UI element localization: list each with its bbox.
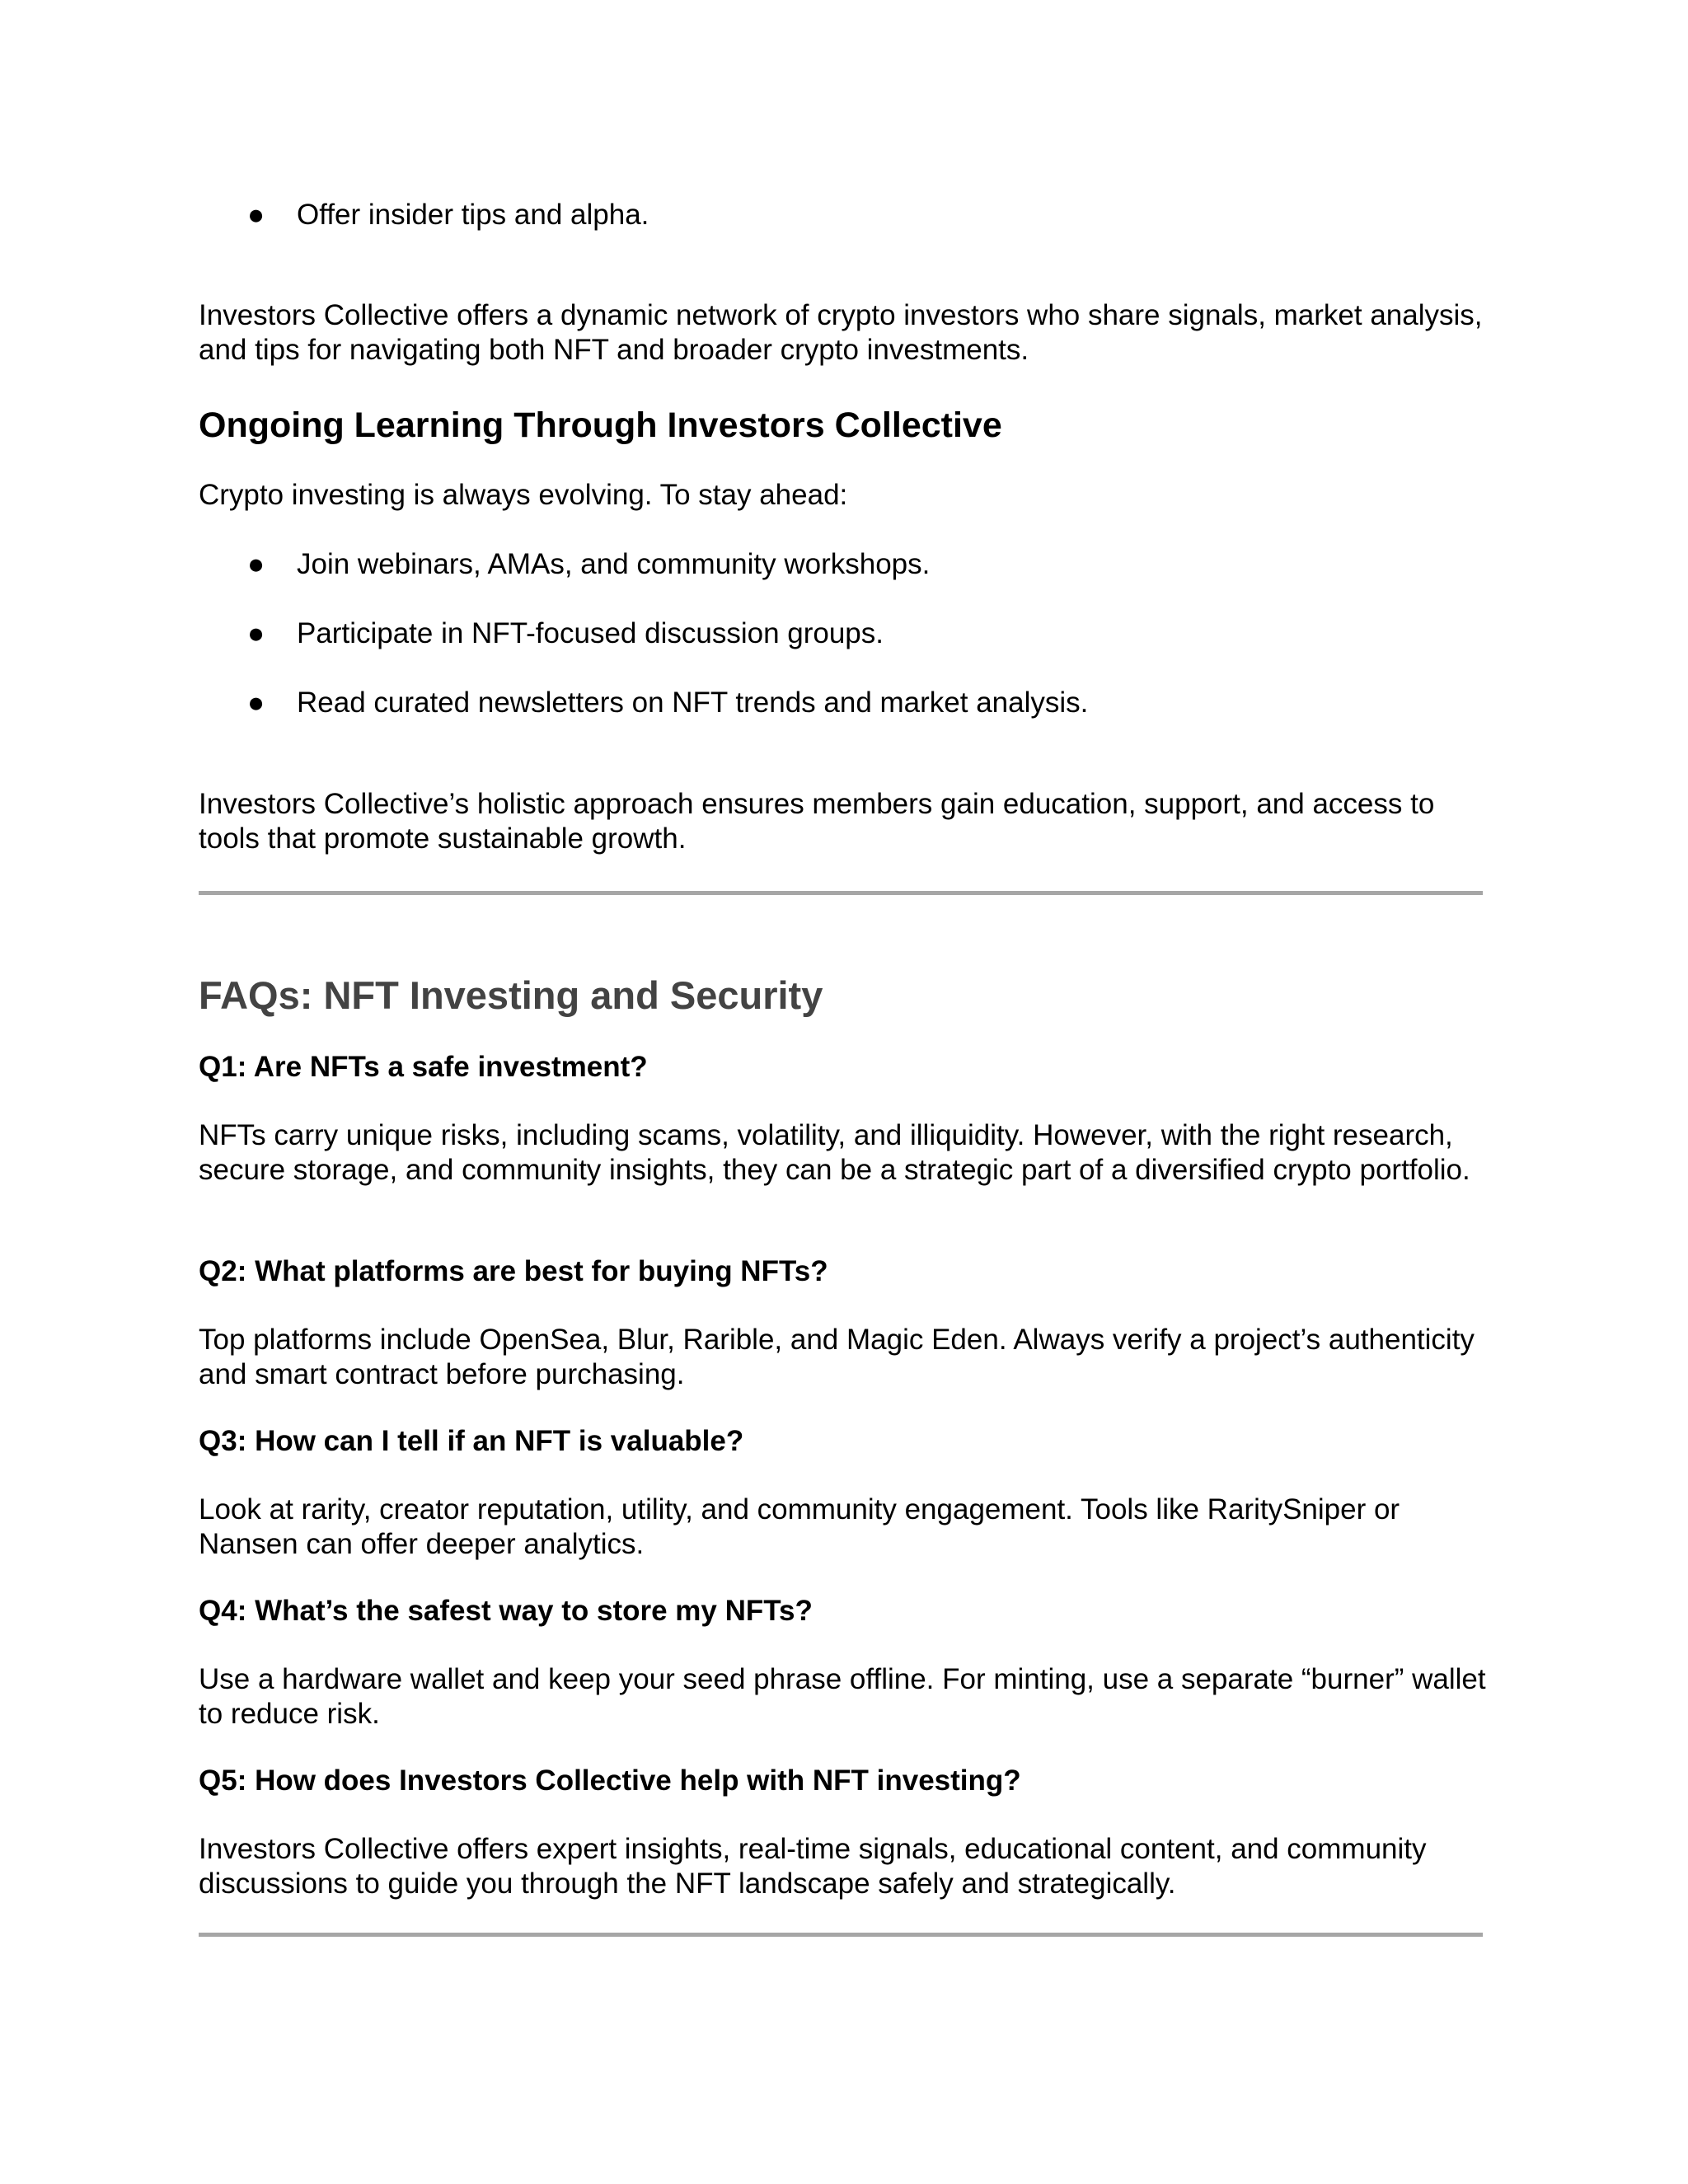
intro-paragraph: Investors Collective offers a dynamic network of crypto investors who share signals, market analysis, and tips for navigating both NFT and broader crypto investments. <box>199 299 1483 366</box>
list-item-text: Join webinars, AMAs, and community workshops. <box>297 548 931 580</box>
faq-answer: Investors Collective offers expert insights, real-time signals, educational content, and community discussions to guide you through the NFT landscape safely and strategically. <box>199 1833 1427 1900</box>
faq-question: Q4: What’s the safest way to store my NFTs? <box>199 1595 813 1627</box>
list-item-text: Participate in NFT-focused discussion groups. <box>297 617 884 649</box>
list-item-text: Read curated newsletters on NFT trends and market analysis. <box>297 687 1089 719</box>
faq-answer: NFTs carry unique risks, including scams, volatility, and illiquidity. However, with the right research, secure storage, and community insights, they can be a strategic part of a diversified crypto portfolio. <box>199 1119 1470 1186</box>
faq-answer: Top platforms include OpenSea, Blur, Rarible, and Magic Eden. Always verify a project’s authenticity and smart contract before purchasing. <box>199 1324 1475 1390</box>
list-item-text: Offer insider tips and alpha. <box>297 199 649 231</box>
faq-question: Q2: What platforms are best for buying NFTs? <box>199 1255 828 1287</box>
faq-question: Q3: How can I tell if an NFT is valuable? <box>199 1425 744 1457</box>
faq-answer: Look at rarity, creator reputation, utility, and community engagement. Tools like RaritySniper or Nansen can offer deeper analytics. <box>199 1493 1400 1560</box>
horizontal-divider <box>199 1933 1483 1937</box>
bullet-icon: ● <box>247 199 265 231</box>
bullet-icon: ● <box>247 548 265 580</box>
faq-answer: Use a hardware wallet and keep your seed phrase offline. For minting, use a separate “burner” wallet to reduce risk. <box>199 1663 1486 1730</box>
learning-lead: Crypto investing is always evolving. To stay ahead: <box>199 479 848 511</box>
bullet-icon: ● <box>247 687 265 719</box>
learning-closing: Investors Collective’s holistic approach ensures members gain education, support, and access to tools that promote sustainable growth. <box>199 788 1435 855</box>
faq-question: Q1: Are NFTs a safe investment? <box>199 1051 648 1083</box>
faq-question: Q5: How does Investors Collective help with NFT investing? <box>199 1765 1021 1797</box>
bullet-icon: ● <box>247 617 265 649</box>
horizontal-divider <box>199 891 1483 895</box>
section-heading-learning: Ongoing Learning Through Investors Collective <box>199 405 1002 445</box>
section-heading-faqs: FAQs: NFT Investing and Security <box>199 973 823 1017</box>
